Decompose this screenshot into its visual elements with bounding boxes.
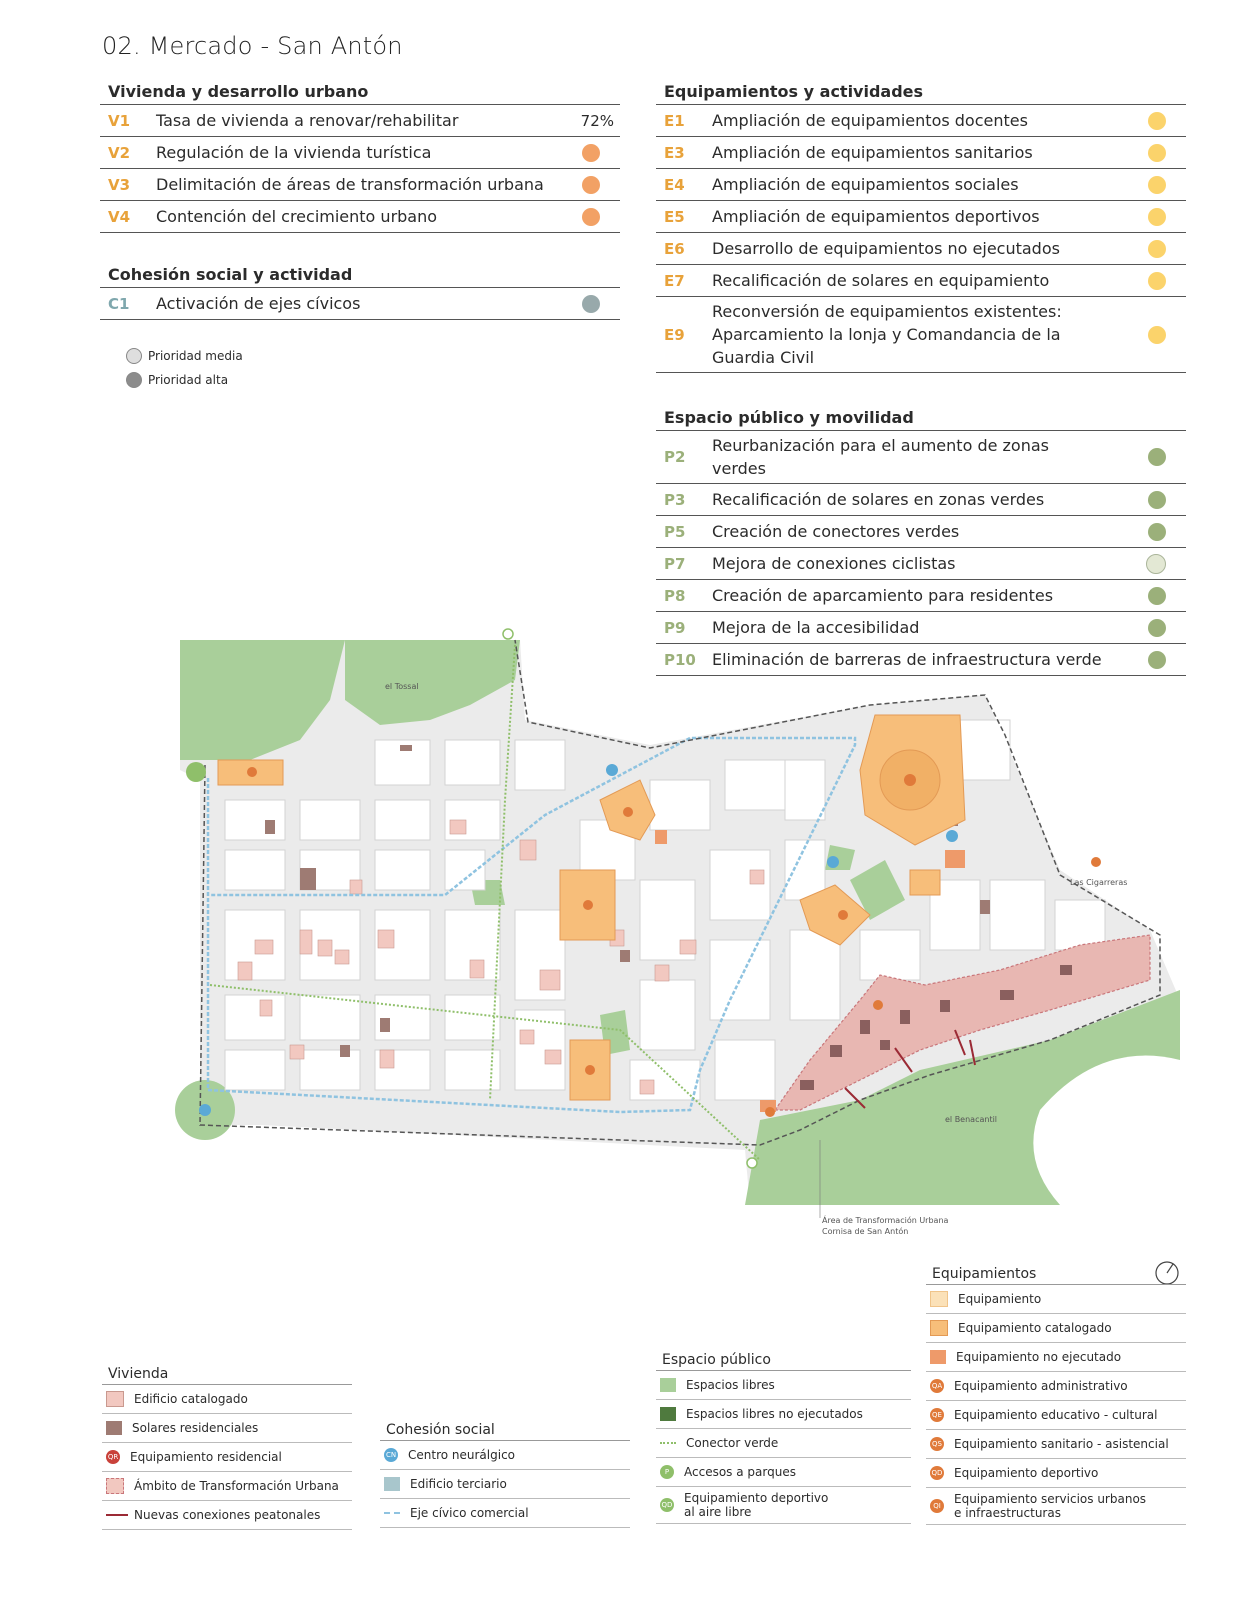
legend-item-label — [954, 1492, 1146, 1520]
unexecuted-open-space-swatch — [660, 1407, 676, 1421]
indicator-code: P7 — [664, 554, 686, 573]
indicator-code: E6 — [664, 239, 685, 258]
legend-item — [102, 1443, 352, 1472]
equipamientos-section — [656, 82, 1186, 373]
map-label-tossal: el Tossal — [385, 682, 419, 691]
indicator-row-e3 — [656, 137, 1186, 169]
indicator-label: Reconversión de equipamientos existentes: Aparcamiento la lonja y Comandancia de la Guardia Civil — [712, 302, 1062, 367]
indicator-label: Tasa de vivienda a renovar/rehabilitar — [156, 111, 459, 130]
priority-dot — [1148, 326, 1166, 344]
legend-item-label: Equipamiento sanitario - asistencial — [954, 1437, 1169, 1451]
cohesion-heading: Cohesión social y actividad — [100, 265, 620, 288]
priority-alta-label: Prioridad alta — [148, 373, 229, 387]
legend-item-label: Eje cívico comercial — [410, 1506, 529, 1520]
indicator-code: V1 — [108, 111, 131, 130]
indicator-label: Recalificación de solares en zonas verdes — [712, 490, 1045, 509]
legend-item-label: Espacios libres no ejecutados — [686, 1407, 863, 1421]
priority-dot — [1148, 651, 1166, 669]
indicator-row-p3 — [656, 484, 1186, 516]
priority-dot — [1148, 523, 1166, 541]
legend-item-label: Edificio catalogado — [134, 1392, 248, 1406]
indicator-label: Creación de conectores verdes — [712, 522, 960, 541]
pedestrian-arrow-icon — [106, 1514, 128, 1516]
legend-item-label: Equipamiento administrativo — [954, 1379, 1128, 1393]
indicator-label: Ampliación de equipamientos docentes — [712, 111, 1028, 130]
legend-item-label: Conector verde — [686, 1436, 779, 1450]
legend-item — [656, 1400, 911, 1429]
indicator-row-e5 — [656, 201, 1186, 233]
legend-item-label: Equipamiento — [958, 1292, 1042, 1306]
legend-espacio-heading: Espacio público — [656, 1352, 911, 1371]
legend-item — [926, 1459, 1186, 1488]
indicator-row-p9 — [656, 612, 1186, 644]
legend-item — [380, 1499, 630, 1528]
equipment-swatch — [930, 1291, 948, 1307]
indicator-code: P3 — [664, 490, 686, 509]
legend-item-label: Equipamiento residencial — [130, 1450, 282, 1464]
outdoor-sports-icon: QD — [660, 1498, 674, 1512]
indicator-row-e6 — [656, 233, 1186, 265]
indicator-row-p5 — [656, 516, 1186, 548]
legend-item-label: Centro neurálgico — [408, 1448, 516, 1462]
indicator-row-p2 — [656, 431, 1186, 484]
administrative-equipment-icon: QA — [930, 1379, 944, 1393]
indicator-label: Ampliación de equipamientos deportivos — [712, 207, 1040, 226]
legend-vivienda-heading: Vivienda — [102, 1366, 352, 1385]
legend-item — [656, 1371, 911, 1400]
legend-item — [926, 1372, 1186, 1401]
map-label-area-line1: Área de Transformación Urbana — [822, 1216, 949, 1225]
legend-item — [926, 1314, 1186, 1343]
indicator-label: Delimitación de áreas de transformación urbana — [156, 175, 544, 194]
indicator-label: Desarrollo de equipamientos no ejecutados — [712, 239, 1060, 258]
indicator-label: Recalificación de solares en equipamiento — [712, 271, 1050, 290]
legend-item — [926, 1285, 1186, 1314]
indicator-label: Reurbanización para el aumento de zonas verdes — [712, 436, 1049, 478]
tertiary-building-swatch — [384, 1477, 400, 1491]
indicator-row-e7 — [656, 265, 1186, 297]
priority-dot — [1148, 144, 1166, 162]
indicator-label: Ampliación de equipamientos sociales — [712, 175, 1019, 194]
sports-equipment-icon: QD — [930, 1466, 944, 1480]
indicator-row-e9 — [656, 297, 1186, 373]
indicator-code: P8 — [664, 586, 686, 605]
indicator-row-e4 — [656, 169, 1186, 201]
indicator-code: P9 — [664, 618, 686, 637]
indicator-code: E3 — [664, 143, 685, 162]
legend-item-label-line2: e infraestructuras — [954, 1506, 1061, 1520]
park-access-icon: P — [660, 1465, 674, 1479]
map-label-benacantil: el Benacantil — [945, 1115, 998, 1124]
indicator-code: V4 — [108, 207, 131, 226]
espacio-heading: Espacio público y movilidad — [656, 408, 1186, 431]
indicator-code: E5 — [664, 207, 685, 226]
priority-dot — [1148, 491, 1166, 509]
indicator-label: Activación de ejes cívicos — [156, 294, 361, 313]
page-title: 02. Mercado - San Antón — [102, 32, 403, 60]
indicator-code: E4 — [664, 175, 685, 194]
legend-item — [926, 1343, 1186, 1372]
priority-dot — [1148, 112, 1166, 130]
indicator-code: P10 — [664, 650, 696, 669]
indicator-label: Contención del crecimiento urbano — [156, 207, 438, 226]
legend-cohesion — [380, 1422, 630, 1528]
priority-dot — [1148, 619, 1166, 637]
map-label-cigarreras: Las Cigarreras — [1070, 878, 1128, 887]
indicator-label: Ampliación de equipamientos sanitarios — [712, 143, 1033, 162]
legend-item-label-line2: al aire libre — [684, 1505, 752, 1519]
priority-dot — [1146, 554, 1166, 574]
legend-item-label: Espacios libres — [686, 1378, 775, 1392]
indicator-code: P5 — [664, 522, 686, 541]
indicator-label: Mejora de la accesibilidad — [712, 618, 920, 637]
open-space-swatch — [660, 1378, 676, 1392]
priority-dot — [1148, 272, 1166, 290]
indicator-code: V3 — [108, 175, 131, 194]
indicator-code: E9 — [664, 325, 685, 344]
indicator-row-e1 — [656, 105, 1186, 137]
legend-item — [102, 1385, 352, 1414]
indicator-code: E1 — [664, 111, 685, 130]
priority-media-label: Prioridad media — [148, 349, 243, 363]
priority-dot — [1148, 240, 1166, 258]
legend-item — [102, 1414, 352, 1443]
civic-axis-swatch — [384, 1512, 400, 1514]
catalogued-swatch — [106, 1391, 124, 1407]
legend-item-label: Solares residenciales — [132, 1421, 259, 1435]
legend-item-label: Equipamiento educativo - cultural — [954, 1408, 1158, 1422]
legend-equipamientos — [926, 1266, 1186, 1525]
legend-cohesion-heading: Cohesión social — [380, 1422, 630, 1441]
legend-item-label-line1: Equipamiento servicios urbanos — [954, 1492, 1147, 1506]
indicator-code: P2 — [664, 448, 686, 466]
legend-vivienda — [102, 1366, 352, 1530]
priority-dot — [1148, 587, 1166, 605]
indicator-code: V2 — [108, 143, 131, 162]
legend-equip-heading: Equipamientos — [926, 1266, 1186, 1285]
legend-item — [102, 1501, 352, 1530]
indicator-label: Regulación de la vivienda turística — [156, 143, 432, 162]
legend-item-label: Equipamiento deportivo — [954, 1466, 1099, 1480]
legend-item-label: Ámbito de Transformación Urbana — [134, 1479, 339, 1493]
legend-item — [926, 1488, 1186, 1525]
priority-dot — [1148, 176, 1166, 194]
indicator-code: C1 — [108, 294, 130, 313]
legend-item-label: Equipamiento no ejecutado — [956, 1350, 1122, 1364]
indicator-label: Mejora de conexiones ciclistas — [712, 554, 956, 573]
map-label-area-line2: Cornisa de San Antón — [822, 1227, 909, 1236]
legend-item — [656, 1458, 911, 1487]
indicator-row-p10 — [656, 644, 1186, 676]
legend-espacio — [656, 1352, 911, 1524]
indicator-code: E7 — [664, 271, 685, 290]
unexecuted-equipment-swatch — [930, 1350, 946, 1364]
urban-services-icon: QI — [930, 1499, 944, 1513]
legend-item — [380, 1470, 630, 1499]
educational-equipment-icon: QE — [930, 1408, 944, 1422]
legend-item — [656, 1487, 911, 1524]
legend-item — [926, 1401, 1186, 1430]
legend-item-label: Equipamiento catalogado — [958, 1321, 1112, 1335]
legend-item-label — [684, 1491, 828, 1519]
legend-item — [102, 1472, 352, 1501]
legend-item-label-line1: Equipamiento deportivo — [684, 1491, 829, 1505]
green-connector-swatch — [660, 1442, 676, 1444]
indicator-row-p7 — [656, 548, 1186, 580]
legend-item-label: Edificio terciario — [410, 1477, 507, 1491]
legend-item — [926, 1430, 1186, 1459]
priority-dot — [1148, 448, 1166, 466]
legend-item-label: Accesos a parques — [684, 1465, 796, 1479]
equipamientos-heading: Equipamientos y actividades — [656, 82, 1186, 105]
neuralgic-center-icon: CN — [384, 1448, 398, 1462]
indicator-row-p8 — [656, 580, 1186, 612]
legend-item — [380, 1441, 630, 1470]
indicator-label: Creación de aparcamiento para residentes — [712, 586, 1054, 605]
legend-item — [656, 1429, 911, 1458]
legend-item-label: Nuevas conexiones peatonales — [134, 1508, 321, 1522]
indicator-label: Eliminación de barreras de infraestructura verde — [712, 650, 1102, 669]
priority-dot — [1148, 208, 1166, 226]
transformation-area-swatch — [106, 1478, 124, 1494]
indicator-value: 72% — [580, 111, 614, 130]
residential-equipment-icon: QR — [106, 1450, 120, 1464]
espacio-section — [656, 408, 1186, 676]
residential-plot-swatch — [106, 1421, 122, 1435]
health-equipment-icon: QS — [930, 1437, 944, 1451]
vivienda-heading: Vivienda y desarrollo urbano — [100, 82, 620, 105]
catalogued-equipment-swatch — [930, 1320, 948, 1336]
